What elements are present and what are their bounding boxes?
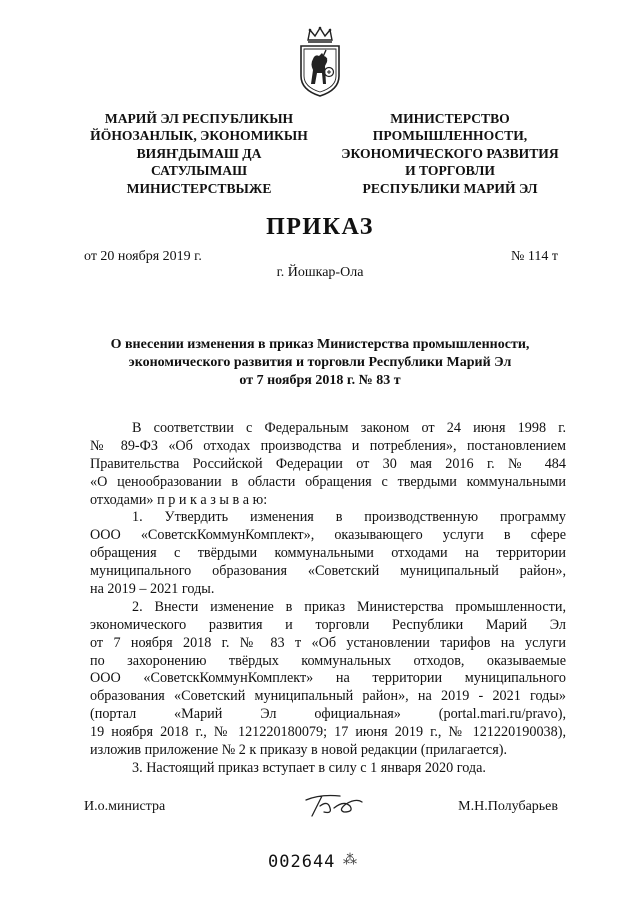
- serial-number: 002644: [268, 852, 336, 872]
- header-right-line: ЭКОНОМИЧЕСКОГО РАЗВИТИЯ: [341, 145, 559, 161]
- header-right-line: РЕСПУБЛИКИ МАРИЙ ЭЛ: [362, 180, 538, 196]
- body-line: Правительства Российской Федерации от 30 мая 2016 г. № 484: [90, 455, 566, 472]
- body-line: муниципального образования «Советский муниципальный район»,: [90, 563, 566, 580]
- header-left-line: САТУЛЫМАШ: [150, 163, 248, 179]
- handwritten-signature: [300, 790, 364, 822]
- header-right-russian: [330, 110, 570, 197]
- body-line: ООО «СоветскКоммунКомплект», оказывающего услуги в сфере: [90, 527, 566, 544]
- header-left-line: МАРИЙ ЭЛ РЕСПУБЛИКЫН: [104, 111, 294, 126]
- body-line: 19 ноября 2018 г., № 121220180079; 17 июня 2019 г., № 121220190038),: [90, 724, 566, 741]
- subject-line: О внесении изменения в приказ Министерства промышленности,: [110, 337, 530, 352]
- document-number: № 114 т: [511, 249, 558, 264]
- body-line: по захоронению твёрдых коммунальных отходов, оказываемые: [90, 652, 566, 669]
- document-subject: [60, 336, 580, 390]
- body-line: от 7 ноября 2018 г. № 83 т «Об установлении тарифов на услуги: [90, 634, 566, 651]
- body-line: В соответствии с Федеральным законом от 24 июня 1998 г.: [132, 420, 566, 436]
- body-line: (портал «Марий Эл официальная» (portal.mari.ru/pravo),: [90, 706, 566, 723]
- body-line: № 89-ФЗ «Об отходах производства и потребления», постановлением: [90, 437, 566, 454]
- subject-line: от 7 ноября 2018 г. № 83 т: [239, 373, 401, 388]
- subject-line: экономического развития и торговли Республики Марий Эл: [128, 355, 512, 370]
- header-left-line: ВИЯҤДЫМАШ ДА: [136, 145, 262, 161]
- header-right-line: И ТОРГОВЛИ: [405, 163, 495, 179]
- coat-of-arms-emblem: [296, 26, 344, 98]
- header-left-mari: [84, 110, 314, 197]
- asterisk-mark-icon: ⁂: [343, 853, 357, 868]
- header-left-line: ЙӦНОЗАНЛЫК, ЭКОНОМИКЫН: [90, 128, 308, 144]
- body-line: «О ценообразовании в области обращения с твердыми коммунальными: [90, 473, 566, 490]
- document-body: [90, 420, 566, 778]
- body-line: экономического развития и торговли Республики Марий Эл: [90, 616, 566, 633]
- document-date: от 20 ноября 2019 г.: [84, 249, 202, 264]
- body-line: 2. Внести изменение в приказ Министерства промышленности,: [132, 598, 566, 615]
- document-title: ПРИКАЗ: [266, 214, 374, 240]
- body-line: 1. Утвердить изменения в производственную программу: [132, 509, 566, 526]
- body-line: образования «Советский муниципальный район», на 2019 - 2021 годы»: [90, 688, 566, 705]
- header-right-line: МИНИСТЕРСТВО: [390, 111, 510, 126]
- body-line: ООО «СоветскКоммунКомплект» на территории муниципального: [90, 670, 566, 687]
- body-line: на 2019 – 2021 годы.: [90, 581, 215, 598]
- header-left-line: МИНИСТЕРСТВЫЖЕ: [126, 180, 272, 196]
- body-line: 3. Настоящий приказ вступает в силу с 1 января 2020 года.: [132, 759, 486, 776]
- signatory-name: М.Н.Полубарьев: [458, 799, 558, 814]
- signatory-role: И.о.министра: [84, 799, 166, 814]
- body-line: обращения с твёрдыми коммунальными отходами на территории: [90, 545, 566, 562]
- document-city: г. Йошкар-Ола: [276, 265, 364, 280]
- header-right-line: ПРОМЫШЛЕННОСТИ,: [372, 128, 528, 144]
- body-line: изложив приложение № 2 к приказу в новой редакции (прилагается).: [90, 742, 508, 759]
- body-line: отходами» п р и к а з ы в а ю:: [90, 491, 268, 508]
